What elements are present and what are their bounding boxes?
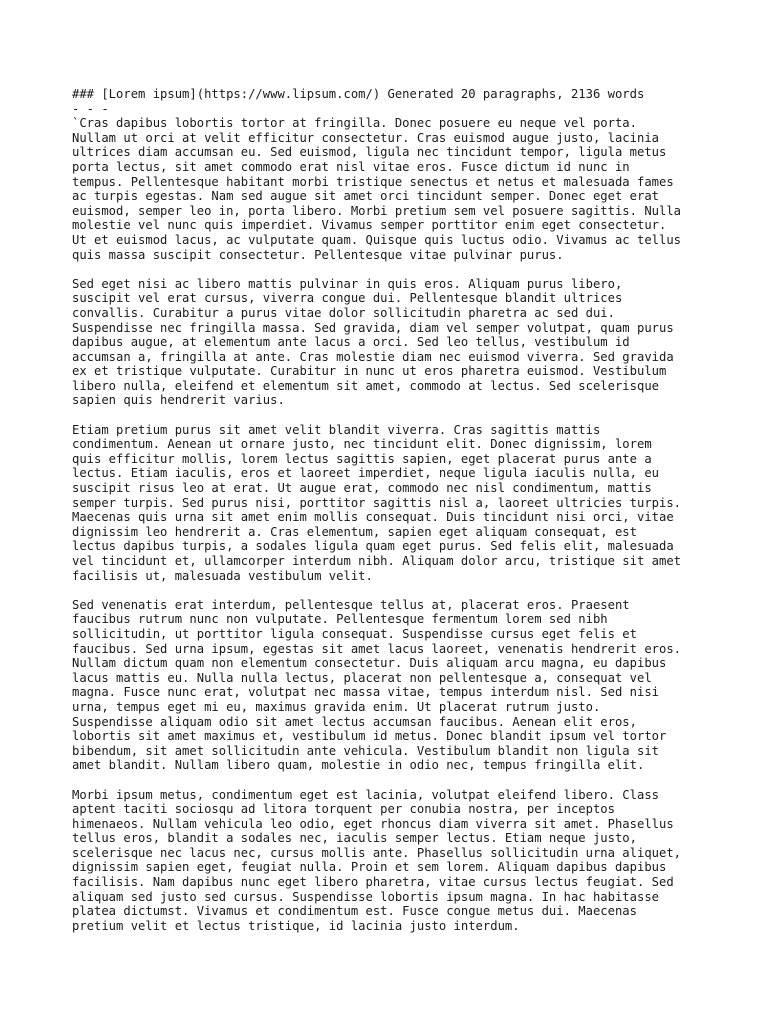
text-line: tempus. Pellentesque habitant morbi tristique senectus et netus et malesuada fames xyxy=(72,174,674,189)
text-line: suscipit risus leo at erat. Ut augue erat, commodo nec nisl condimentum, mattis xyxy=(72,481,652,496)
text-line: accumsan a, fringilla at ante. Cras molestie diam nec euismod viverra. Sed gravida xyxy=(72,349,674,364)
text-line: lectus. Etiam iaculis, eros et laoreet imperdiet, neque ligula iaculis nulla, eu xyxy=(72,466,659,481)
horizontal-rule-line: - - - xyxy=(72,101,109,116)
text-line: condimentum. Aenean ut ornare justo, nec tincidunt elit. Donec dignissim, lorem xyxy=(72,437,652,452)
markdown-heading-line: ### [Lorem ipsum](https://www.lipsum.com/) Generated 20 paragraphs, 2136 words xyxy=(72,87,645,101)
text-line: Sed venenatis erat interdum, pellentesque tellus at, placerat eros. Praesent xyxy=(72,597,630,612)
text-line: sollicitudin, ut porttitor ligula consequat. Suspendisse cursus eget felis et xyxy=(72,626,637,641)
text-line: Suspendisse nec fringilla massa. Sed gravida, diam vel semper volutpat, quam purus xyxy=(72,320,674,335)
text-line: scelerisque nec lacus nec, cursus mollis ante. Phasellus sollicitudin urna aliquet, xyxy=(72,845,682,860)
text-line: ex et tristique vulputate. Curabitur in nunc ut eros pharetra euismod. Vestibulum xyxy=(72,364,667,379)
text-line: molestie vel nunc quis imperdiet. Vivamus semper porttitor enim eget consectetur. xyxy=(72,218,667,233)
text-line: ultrices diam accumsan eu. Sed euismod, ligula nec tincidunt tempor, ligula metus xyxy=(72,145,667,160)
text-line: Nullam dictum quam non elementum consectetur. Duis aliquam arcu magna, eu dapibus xyxy=(72,656,667,671)
text-line: aptent taciti sociosqu ad litora torquent per conubia nostra, per inceptos xyxy=(72,802,615,817)
text-line: convallis. Curabitur a purus vitae dolor sollicitudin pharetra ac sed dui. xyxy=(72,305,615,320)
text-line: dignissim sapien eget, feugiat nulla. Proin et sem lorem. Aliquam dapibus dapibus xyxy=(72,860,667,875)
text-line: himenaeos. Nullam vehicula leo odio, eget rhoncus diam viverra sit amet. Phasellus xyxy=(72,816,674,831)
text-line: amet blandit. Nullam libero quam, molestie in odio nec, tempus fringilla elit. xyxy=(72,758,645,773)
text-line: porta lectus, sit amet commodo erat nisl vitae eros. Fusce dictum id nunc in xyxy=(72,159,630,174)
text-line: euismod, semper leo in, porta libero. Morbi pretium sem vel posuere sagittis. Nulla xyxy=(72,203,682,218)
text-line: Etiam pretium purus sit amet velit blandit viverra. Cras sagittis mattis xyxy=(72,422,601,437)
text-line: vel tincidunt et, ullamcorper interdum nibh. Aliquam dolor arcu, tristique sit amet xyxy=(72,554,682,568)
text-line: ac turpis egestas. Nam sed augue sit amet orci tincidunt semper. Donec eget erat xyxy=(72,189,659,204)
text-line: semper turpis. Sed purus nisi, porttitor sagittis nisl a, laoreet ultricies turpis. xyxy=(72,495,682,510)
text-line: lobortis sit amet maximus et, vestibulum id metus. Donec blandit ipsum vel tortor xyxy=(72,729,667,744)
text-line: facilisis ut, malesuada vestibulum velit. xyxy=(72,568,373,583)
text-line: Maecenas quis urna sit amet enim mollis consequat. Duis tincidunt nisi orci, vitae xyxy=(72,510,674,525)
text-line: magna. Fusce nunc erat, volutpat nec massa vitae, tempus interdum nisl. Sed nisi xyxy=(72,685,659,700)
text-line: bibendum, sit amet sollicitudin ante vehicula. Vestibulum blandit non ligula sit xyxy=(72,743,659,758)
text-line: quis efficitur mollis, lorem lectus sagittis sapien, eget placerat purus ante a xyxy=(72,451,652,466)
text-line: libero nulla, eleifend et elementum sit amet, commodo at lectus. Sed scelerisque xyxy=(72,378,659,393)
text-line: aliquam sed justo sed cursus. Suspendisse lobortis ipsum magna. In hac habitasse xyxy=(72,889,659,904)
text-line: faucibus rutrum nunc non vulputate. Pellentesque fermentum lorem sed nibh xyxy=(72,612,608,627)
text-line: Nullam ut orci at velit efficitur consectetur. Cras euismod augue justo, lacinia xyxy=(72,130,659,145)
paragraph-5 xyxy=(72,788,712,934)
text-line: lacus mattis eu. Nulla nulla lectus, placerat non pellentesque a, consequat vel xyxy=(72,670,652,685)
paragraph-1 xyxy=(72,116,712,262)
text-line: Morbi ipsum metus, condimentum eget est lacinia, volutpat eleifend libero. Class xyxy=(72,787,659,802)
text-line: tellus eros, blandit a sodales nec, iaculis semper lectus. Etiam neque justo, xyxy=(72,831,637,846)
text-line: quis massa suscipit consectetur. Pellentesque vitae pulvinar purus. xyxy=(72,247,564,262)
paragraph-4 xyxy=(72,598,712,773)
text-line: Sed eget nisi ac libero mattis pulvinar in quis eros. Aliquam purus libero, xyxy=(72,276,623,291)
text-line: faucibus. Sed urna ipsum, egestas sit amet lacus laoreet, venenatis hendrerit eros. xyxy=(72,641,682,656)
text-line: `Cras dapibus lobortis tortor at fringilla. Donec posuere eu neque vel porta. xyxy=(72,116,637,131)
text-line: sapien quis hendrerit varius. xyxy=(72,393,285,408)
paragraph-2 xyxy=(72,277,712,408)
text-line: Ut et euismod lacus, ac vulputate quam. Quisque quis luctus odio. Vivamus ac tellus xyxy=(72,232,682,247)
text-line: lectus dapibus turpis, a sodales ligula quam eget purus. Sed felis elit, malesuada xyxy=(72,539,674,554)
text-line: suscipit vel erat cursus, viverra congue dui. Pellentesque blandit ultrices xyxy=(72,291,623,306)
text-line: urna, tempus eget mi eu, maximus gravida enim. Ut placerat rutrum justo. xyxy=(72,699,601,714)
text-line: Suspendisse aliquam odio sit amet lectus accumsan faucibus. Aenean elit eros, xyxy=(72,714,637,729)
document-page xyxy=(72,87,712,948)
text-line: dignissim leo hendrerit a. Cras elementum, sapien eget aliquam consequat, est xyxy=(72,524,637,539)
paragraph-3 xyxy=(72,423,712,584)
text-line: dapibus augue, at elementum ante lacus a orci. Sed leo tellus, vestibulum id xyxy=(72,335,630,350)
text-line: platea dictumst. Vivamus et condimentum est. Fusce congue metus dui. Maecenas xyxy=(72,904,637,919)
text-line: pretium velit et lectus tristique, id lacinia justo interdum. xyxy=(72,918,520,933)
text-line: facilisis. Nam dapibus nunc eget libero pharetra, vitae cursus lectus feugiat. Sed xyxy=(72,875,674,890)
